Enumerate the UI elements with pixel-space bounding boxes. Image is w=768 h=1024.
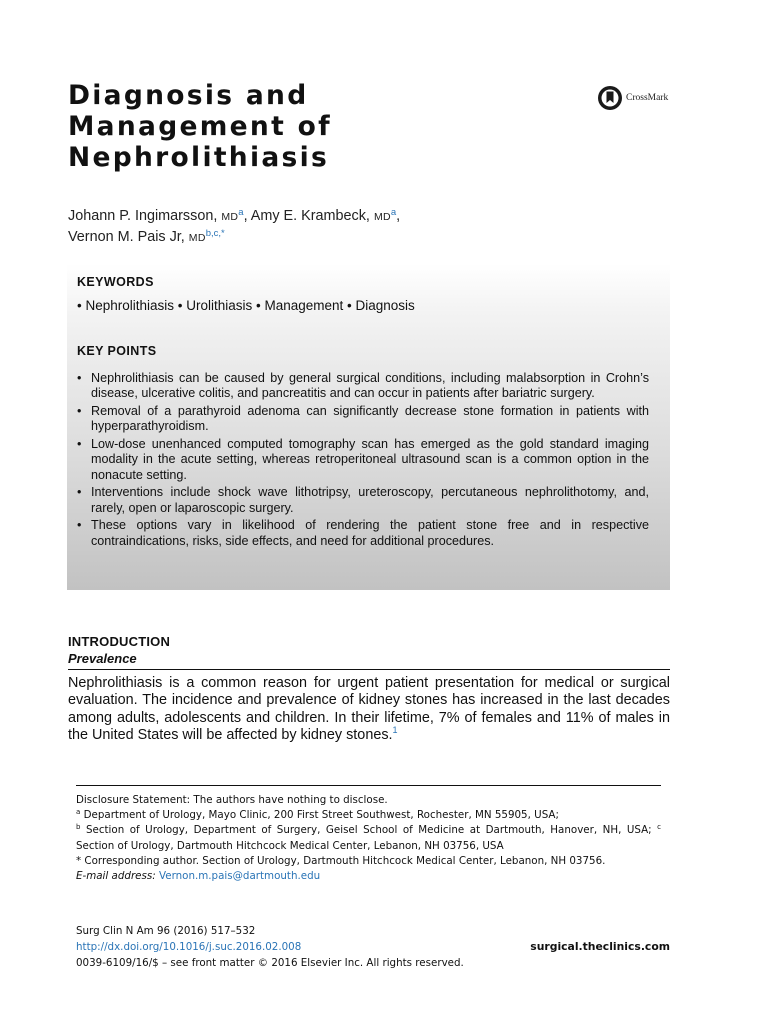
- affiliation-mark[interactable]: b,c,*: [205, 228, 225, 239]
- subsection-heading-prevalence: Prevalence: [68, 651, 137, 666]
- email-label: E-mail address:: [76, 870, 156, 883]
- disclosure-statement: Disclosure Statement: The authors have nothing to disclose.: [76, 794, 388, 806]
- key-points-heading: KEY POINTS: [77, 344, 157, 358]
- author-line-1: Johann P. Ingimarsson, $MD^a$, Amy E. Krambeck, $MD^a$,: [68, 207, 401, 224]
- section-heading-introduction: INTRODUCTION: [68, 634, 171, 649]
- author-name: Amy E. Krambeck,: [250, 208, 370, 224]
- author-degree: MD: [221, 211, 239, 223]
- footnotes: [76, 793, 661, 884]
- author-degree: MD: [373, 211, 391, 223]
- title-line-3: Nephrolithiasis: [68, 142, 330, 173]
- author-line-2: [68, 227, 400, 248]
- key-point-item: • Interventions include shock wave lithotripsy, ureteroscopy, percutaneous nephrolithotomy, and, rarely, open or laparoscopic surgery.: [77, 485, 649, 516]
- keywords-heading: KEYWORDS: [77, 275, 154, 289]
- key-point-item: • These options vary in likelihood of rendering the patient stone free and in respective contraindications, risks, side effects, and need for additional procedures.: [77, 518, 649, 549]
- corresponding-author: * Corresponding author. Section of Urology, Dartmouth Hitchcock Medical Center, Lebanon, NH 03756.: [76, 854, 606, 867]
- author-name: Vernon M. Pais Jr,: [68, 229, 185, 245]
- author-name: Johann P. Ingimarsson,: [68, 208, 218, 224]
- intro-paragraph-text: Nephrolithiasis is a common reason for urgent patient presentation for medical or surgical evaluation. The incidence and prevalence of kidney stones has increased in the last decades among adults, adolescents and children. In their lifetime, 7% of females and 11% of males in the United States will be affected by kidney stones.: [68, 675, 670, 744]
- affiliation-b-c: $^b$ Section of Urology, Department of Surgery, Geisel School of Medicine at Dartmouth, Hanover, NH, USA; $^c$ Section of Urology, Dartmouth Hitchcock Medical Center, Lebanon, NH 03756, USA: [76, 823, 662, 852]
- key-points-list: [77, 371, 649, 551]
- intro-paragraph: [68, 675, 670, 745]
- affiliation-mark[interactable]: a: [390, 207, 397, 218]
- key-point-item: • Removal of a parathyroid adenoma can significantly decrease stone formation in patients with hyperparathyroidism.: [77, 404, 649, 435]
- keywords-keypoints-box: [67, 264, 670, 590]
- crossmark-label: CrossMark: [626, 93, 669, 103]
- key-point-item: • Low-dose unenhanced computed tomography scan has emerged as the gold standard imaging modality in the acute setting, whereas retroperitoneal ultrasound scan is a common option in the nonacute setting.: [77, 437, 649, 483]
- author-list: [68, 206, 400, 248]
- footnote-divider: [76, 785, 661, 786]
- affiliation-a: $^a$ Department of Urology, Mayo Clinic, 200 First Street Southwest, Rochester, MN 55905, USA;: [76, 808, 559, 822]
- crossmark-icon: [597, 85, 623, 111]
- affiliation-mark[interactable]: a: [238, 207, 244, 218]
- section-divider: [68, 669, 670, 670]
- key-point-item: • Nephrolithiasis can be caused by general surgical conditions, including malabsorption in Crohn’s disease, ulcerative colitis, and pancreatitis and can occur in patients after bariatric surgery.: [77, 371, 649, 402]
- journal-website[interactable]: surgical.theclinics.com: [530, 940, 670, 953]
- title-line-1: Diagnosis and: [68, 80, 309, 111]
- article-title: [68, 80, 488, 173]
- reference-link[interactable]: 1: [392, 725, 398, 736]
- crossmark-badge[interactable]: [597, 85, 668, 111]
- title-line-2: Management of: [68, 111, 332, 142]
- copyright-line: 0039-6109/16/$ – see front matter © 2016 Elsevier Inc. All rights reserved.: [76, 957, 464, 969]
- keywords-line: • Nephrolithiasis • Urolithiasis • Management • Diagnosis: [77, 298, 415, 313]
- journal-info: [76, 923, 670, 971]
- journal-citation: Surg Clin N Am 96 (2016) 517–532: [76, 925, 256, 937]
- email-link[interactable]: Vernon.m.pais@dartmouth.edu: [159, 870, 321, 883]
- author-degree: MD: [188, 232, 206, 244]
- email-line: [76, 869, 661, 884]
- doi-link[interactable]: http://dx.doi.org/10.1016/j.suc.2016.02.008: [76, 941, 302, 953]
